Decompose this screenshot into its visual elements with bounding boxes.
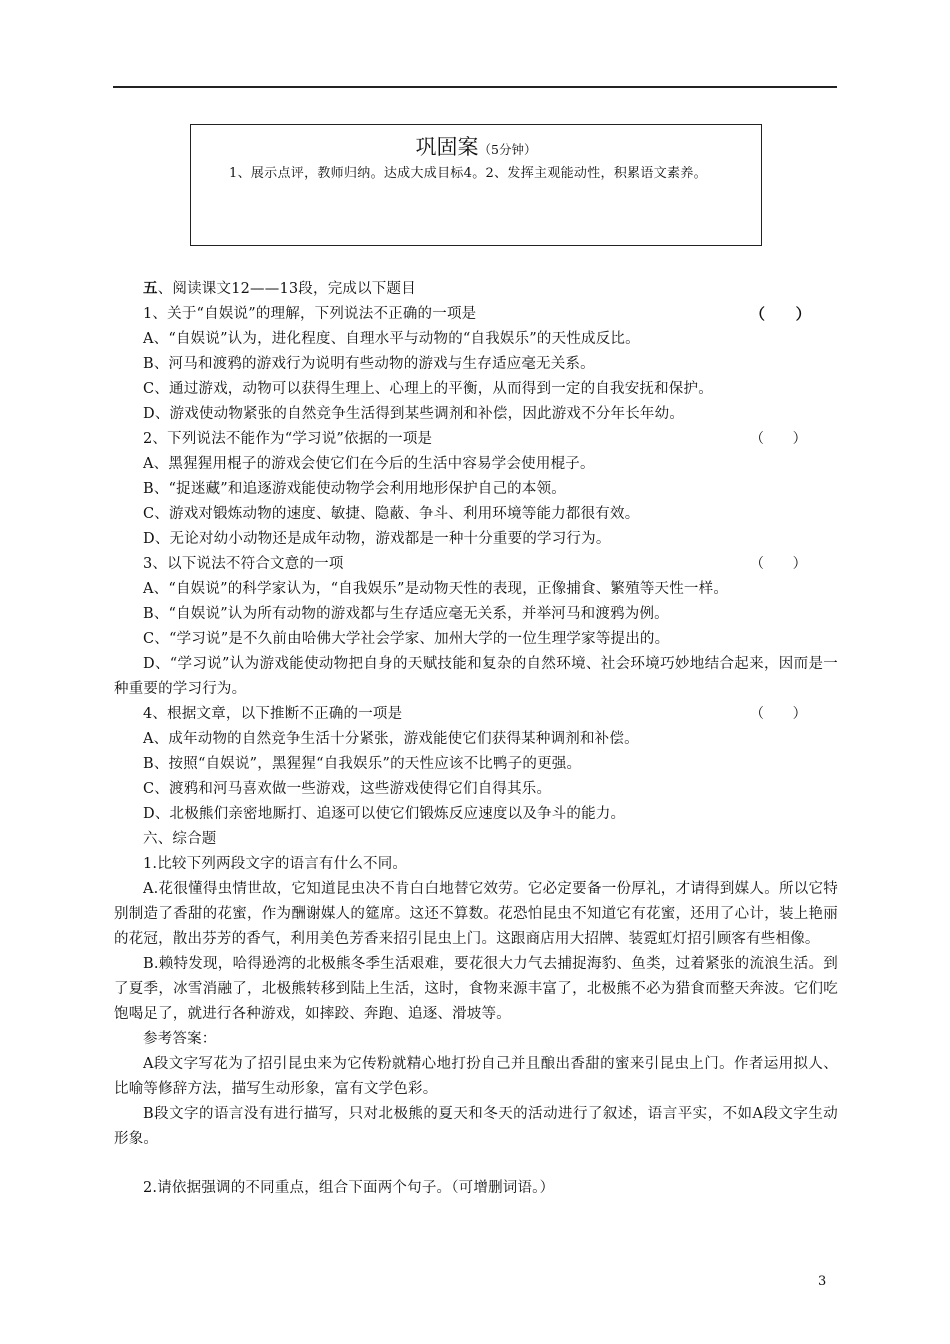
- combine-question: 2.请依据强调的不同重点，组合下面两个句子。（可增删词语。）: [143, 1180, 555, 1196]
- answer-b: B段文字的语言没有进行描写，只对北极熊的夏天和冬天的活动进行了叙述，语言平实，不如A段文字生动形象。: [114, 1106, 838, 1147]
- box-title-main: 巩固案: [415, 135, 479, 159]
- box-text: 1、展示点评，教师归纳。达成大成目标4。2、发挥主观能动性，积累语文素养。: [229, 166, 707, 181]
- option: A、成年动物的自然竞争生活十分紧张，游戏能使它们获得某种调剂和补偿。: [143, 731, 639, 747]
- question-stem: [114, 302, 838, 327]
- answer-label: 参考答案：: [143, 1031, 217, 1047]
- answer-a: A段文字写花为了招引昆虫来为它传粉就精心地打扮自己并且酿出香甜的蜜来引昆虫上门。作者运用拟人、比喻等修辞方法，描写生动形象，富有文学色彩。: [114, 1056, 838, 1097]
- option: C、游戏对锻炼动物的速度、敏捷、隐蔽、争斗、利用环境等能力都很有效。: [143, 506, 640, 522]
- page-number: 3: [818, 1274, 827, 1289]
- option: C、渡鸦和河马喜欢做一些游戏，这些游戏使得它们自得其乐。: [143, 781, 552, 797]
- option: C、“学习说”是不久前由哈佛大学社会学家、加州大学的一位生理学家等提出的。: [143, 631, 670, 647]
- section6-heading: 六、综合题: [143, 831, 217, 847]
- main-content: [114, 276, 838, 1201]
- section5-heading: [114, 276, 838, 302]
- option: D、无论对幼小动物还是成年动物，游戏都是一种十分重要的学习行为。: [143, 531, 611, 547]
- option: C、通过游戏，动物可以获得生理上、心理上的平衡，从而得到一定的自我安抚和保护。: [143, 381, 713, 397]
- passage-b: B.赖特发现，哈得逊湾的北极熊冬季生活艰难，要花很大力气去捕捉海豹、鱼类，过着紧张的流浪生活。到了夏季，冰雪消融了，北极熊转移到陆上生活，这时，食物来源丰富了，北极熊不必为猎食而整天奔波。它们吃饱喝足了，就进行各种游戏，如摔跤、奔跑、追逐、滑坡等。: [114, 956, 838, 1022]
- answer-paren: （ ）: [750, 556, 807, 572]
- question-stem-text: 1、关于“自娱说”的理解，下列说法不正确的一项是: [143, 306, 477, 322]
- option: D、“学习说”认为游戏能使动物把自身的天赋技能和复杂的自然环境、社会环境巧妙地结合起来，因而是一种重要的学习行为。: [114, 656, 838, 697]
- question-stem: [114, 427, 838, 452]
- question-stem: [114, 552, 838, 577]
- option: A、黑猩猩用棍子的游戏会使它们在今后的生活中容易学会使用棍子。: [143, 456, 595, 472]
- option: B、“捉迷藏”和追逐游戏能使动物学会利用地形保护自己的本领。: [143, 481, 566, 497]
- box-title: [203, 133, 749, 164]
- question-stem-text: 4、根据文章，以下推断不正确的一项是: [143, 706, 403, 722]
- question-stem-text: 3、以下说法不符合文意的一项: [143, 556, 344, 572]
- spacer: [114, 1152, 838, 1176]
- passage-a: A.花很懂得虫情世故，它知道昆虫决不肯白白地替它效劳。它必定要备一份厚礼，才请得到媒人。所以它特别制造了香甜的花蜜，作为酬谢媒人的筵席。这还不算数。花恐怕昆虫不知道它有花蜜，还用了心计，装上艳丽的花冠，散出芬芳的香气，利用美色芳香来招引昆虫上门。这跟商店用大招牌、装霓虹灯招引顾客有些相像。: [114, 881, 838, 947]
- answer-paren: （ ）: [750, 305, 811, 323]
- answer-paren: （ ）: [750, 431, 807, 447]
- option: B、按照“自娱说”，黑猩猩“自我娱乐”的天性应该不比鸭子的更强。: [143, 756, 582, 772]
- option: B、河马和渡鸦的游戏行为说明有些动物的游戏与生存适应毫无关系。: [143, 356, 595, 372]
- answer-paren: （ ）: [750, 706, 807, 722]
- option: A、“自娱说”的科学家认为，“自我娱乐”是动物天性的表现，正像捕食、繁殖等天性一样。: [143, 581, 729, 597]
- option: B、“自娱说”认为所有动物的游戏都与生存适应毫无关系，并举河马和渡鸦为例。: [143, 606, 669, 622]
- consolidation-box: [190, 124, 762, 246]
- option: D、游戏使动物紧张的自然竞争生活得到某些调剂和补偿，因此游戏不分年长年幼。: [143, 406, 685, 422]
- comparison-question: 1.比较下列两段文字的语言有什么不同。: [143, 856, 408, 872]
- section5-heading-text: 、阅读课文12——13段，完成以下题目: [157, 281, 416, 297]
- box-title-sub: （5分钟）: [478, 142, 537, 157]
- header-rule: [113, 86, 837, 88]
- question-stem-text: 2、下列说法不能作为“学习说”依据的一项是: [143, 431, 433, 447]
- question-stem: [114, 702, 838, 727]
- option: A、“自娱说”认为，进化程度、自理水平与动物的“自我娱乐”的天性成反比。: [143, 331, 640, 347]
- option: D、北极熊们亲密地厮打、追逐可以使它们锻炼反应速度以及争斗的能力。: [143, 806, 626, 822]
- section5-heading-num: 五: [143, 280, 158, 297]
